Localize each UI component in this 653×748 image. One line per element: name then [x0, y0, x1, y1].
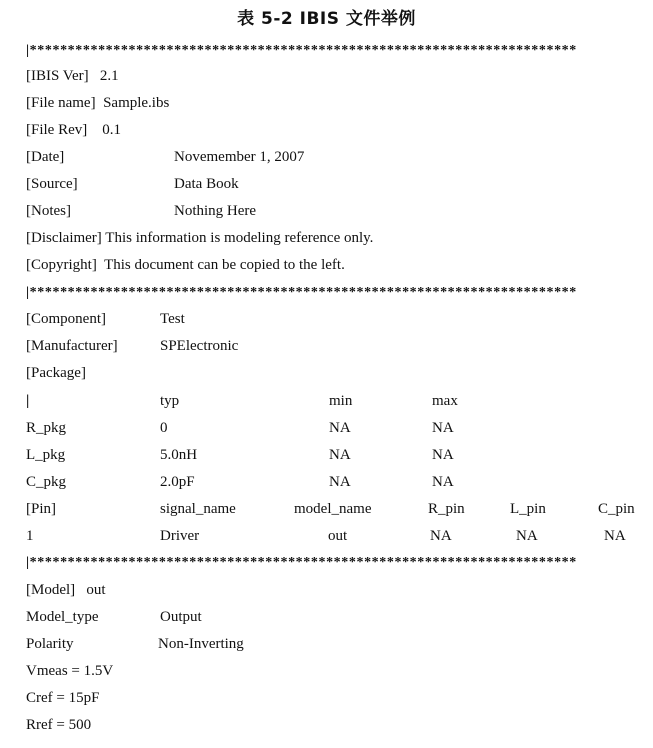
table-row-label: R_pkg [26, 420, 67, 436]
model-value: out [86, 582, 106, 598]
file-rev-key: [File Rev] [26, 122, 88, 138]
table-row-cell: 0 [160, 420, 168, 436]
pin-table-header-signal-name: signal_name [160, 501, 236, 517]
polarity-key: Polarity [26, 636, 74, 652]
table-row-cell: 5.0nH [160, 447, 198, 463]
package-table-header-max: max [432, 393, 458, 409]
separator-line: |************************************************************************ [26, 285, 577, 300]
separator-line: |************************************************************************ [26, 555, 577, 570]
table-row-cell: NA [516, 528, 538, 544]
rref-line: Rref = 500 [26, 717, 92, 733]
package-table-header-typ: typ [160, 393, 180, 409]
package-table-header-marker: | [26, 393, 30, 409]
cref-line: Cref = 15pF [26, 690, 100, 706]
pin-table-header-model-name: model_name [294, 501, 372, 517]
table-row-cell: NA [604, 528, 626, 544]
copyright-key: [Copyright] [26, 257, 97, 273]
pin-table-header-pin: [Pin] [26, 501, 56, 517]
polarity-value: Non-Inverting [158, 636, 244, 652]
file-name-value: Sample.ibs [103, 95, 170, 111]
pin-table-header-l-pin: L_pin [510, 501, 546, 517]
model-line [26, 581, 106, 599]
file-name-key: [File name] [26, 95, 96, 111]
table-row-label: 1 [26, 528, 34, 544]
table-row-cell: out [328, 528, 348, 544]
copyright-line [26, 256, 345, 274]
file-rev-value: 0.1 [102, 122, 121, 138]
model-key: [Model] [26, 582, 76, 598]
notes-key: [Notes] [26, 203, 71, 219]
disclaimer-line [26, 229, 373, 247]
table-row-label: C_pkg [26, 474, 67, 490]
date-key: [Date] [26, 149, 65, 165]
file-rev-line [26, 121, 121, 139]
pin-table-header-c-pin: C_pin [598, 501, 635, 517]
ibis-ver-value: 2.1 [99, 68, 119, 84]
disclaimer-key: [Disclaimer] [26, 230, 102, 246]
ibis-ver-line [26, 67, 119, 85]
file-name-line [26, 94, 169, 112]
date-value: Novemember 1, 2007 [174, 149, 305, 165]
table-row-cell: NA [329, 447, 351, 463]
disclaimer-value: This information is modeling reference only. [105, 230, 374, 246]
component-key: [Component] [26, 311, 106, 327]
source-key: [Source] [26, 176, 78, 192]
manufacturer-key: [Manufacturer] [26, 338, 118, 354]
manufacturer-value: SPElectronic [160, 338, 239, 354]
copyright-value: This document can be copied to the left. [104, 257, 345, 273]
table-title: 表 5-2 IBIS 文件举例 [237, 9, 416, 29]
package-table-header-min: min [329, 393, 353, 409]
ibis-ver-key: [IBIS Ver] [26, 68, 89, 84]
pin-table-header-r-pin: R_pin [428, 501, 465, 517]
table-row-cell: NA [432, 474, 454, 490]
model-type-value: Output [160, 609, 202, 625]
table-row-cell: NA [432, 447, 454, 463]
table-row-cell: Driver [160, 528, 200, 544]
table-row-label: L_pkg [26, 447, 66, 463]
table-row-cell: NA [430, 528, 452, 544]
vmeas-line: Vmeas = 1.5V [26, 663, 114, 679]
package-key: [Package] [26, 365, 86, 381]
table-row-cell: NA [329, 474, 351, 490]
table-row-cell: NA [432, 420, 454, 436]
source-value: Data Book [174, 176, 239, 192]
notes-value: Nothing Here [174, 203, 257, 219]
model-type-key: Model_type [26, 609, 99, 625]
component-value: Test [160, 311, 185, 327]
table-row-cell: NA [329, 420, 351, 436]
separator-line: |************************************************************************ [26, 43, 577, 58]
table-row-cell: 2.0pF [160, 474, 195, 490]
